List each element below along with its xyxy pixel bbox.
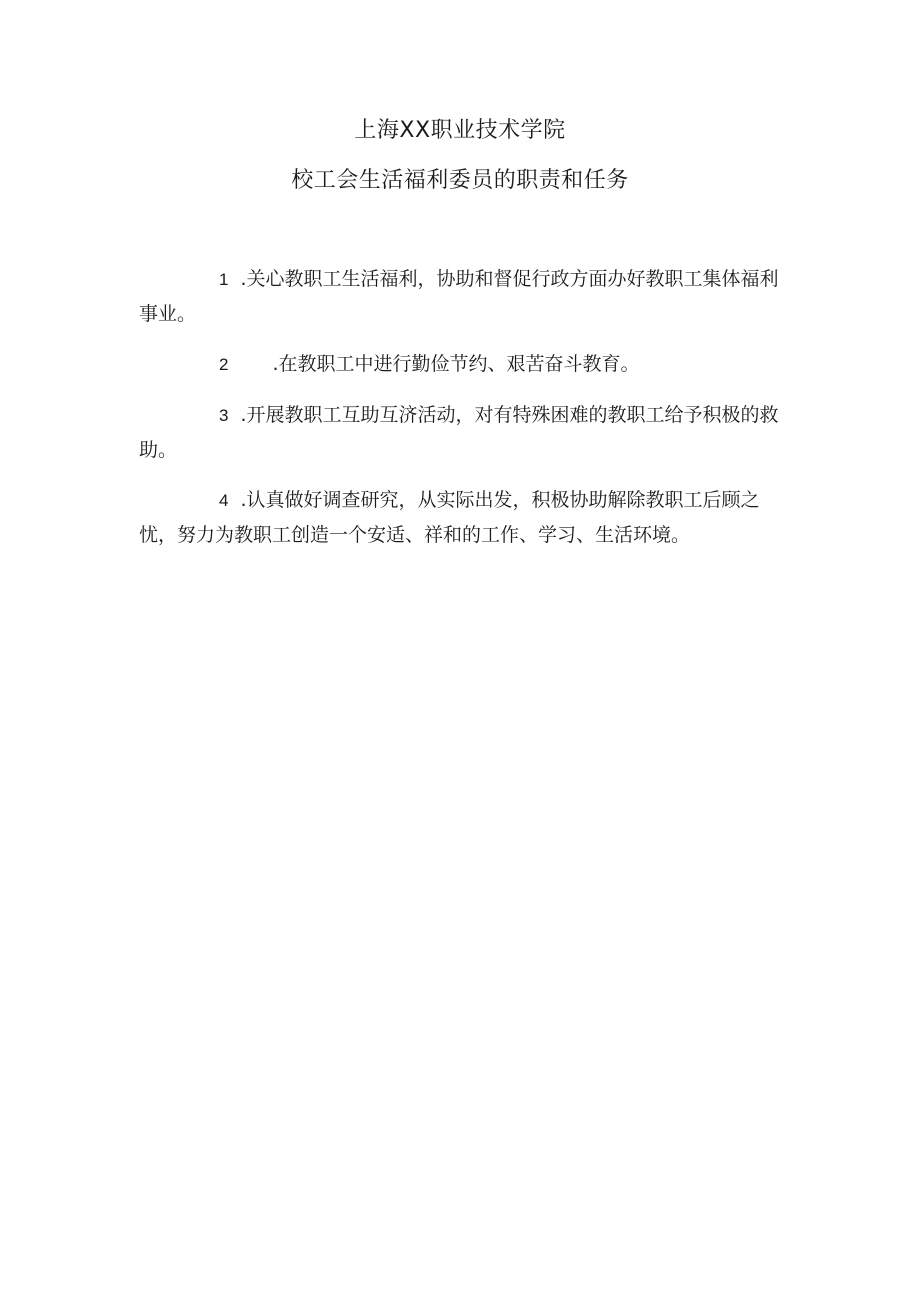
item-text: .认真做好调查研究，从实际出发，积极协助解除教职工后顾之忧，努力为教职工创造一个安适、祥和的工作、学习、生活环境。 [139, 489, 760, 546]
document-body [139, 262, 789, 568]
item-number: 1 [219, 270, 229, 289]
item-number: 2 [219, 355, 229, 374]
list-item [139, 262, 789, 331]
list-item [139, 483, 789, 552]
list-item [139, 398, 789, 467]
list-item [139, 347, 789, 382]
item-text: .关心教职工生活福利，协助和督促行政方面办好教职工集体福利事业。 [139, 268, 779, 325]
item-text: .在教职工中进行勤俭节约、艰苦奋斗教育。 [272, 353, 640, 375]
item-number: 4 [219, 491, 229, 510]
document-title-school: 上海XX职业技术学院 [354, 118, 566, 143]
document-title-subject: 校工会生活福利委员的职责和任务 [291, 168, 629, 193]
item-text: .开展教职工互助互济活动，对有特殊困难的教职工给予积极的救助。 [139, 404, 779, 461]
item-number: 3 [219, 406, 229, 425]
